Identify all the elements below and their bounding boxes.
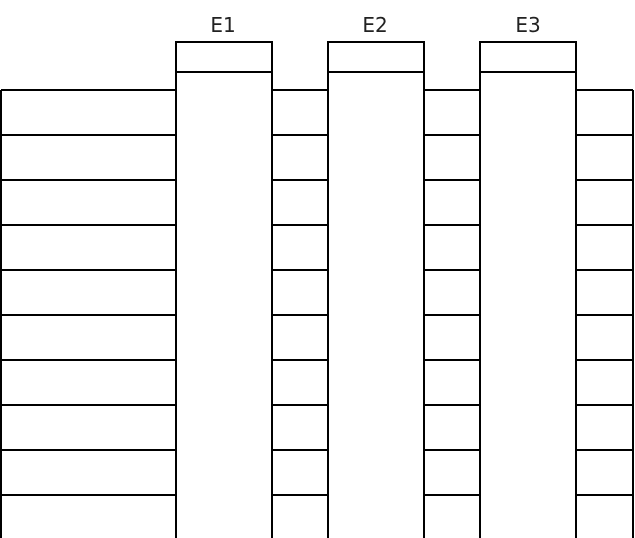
upright-cap-e3 [480,42,576,72]
column-label-e2: E2 [362,13,388,37]
column-label-e3: E3 [515,13,541,37]
diagram-lines [1,42,633,538]
upright-cap-e2 [328,42,424,72]
upright-cap-e1 [176,42,272,72]
column-label-e1: E1 [210,13,236,37]
